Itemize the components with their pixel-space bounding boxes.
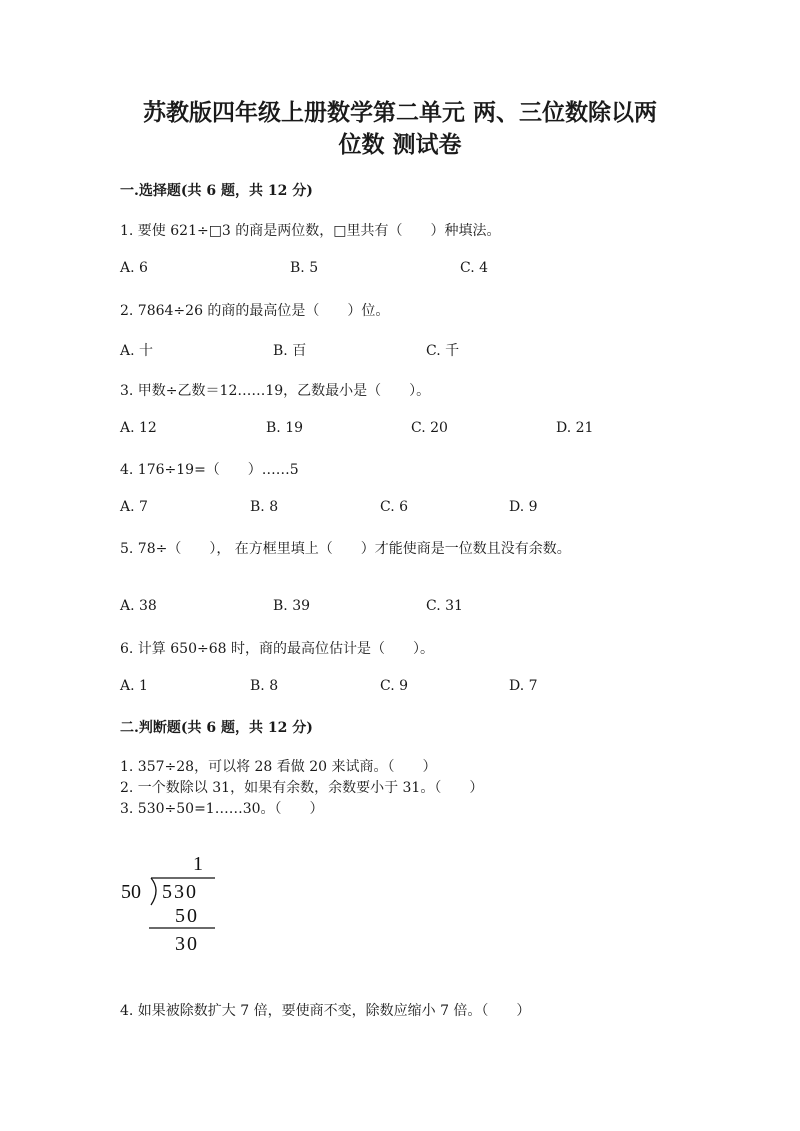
judge-question-1: 1. 357÷28，可以将 28 看做 20 来试商。（ ） — [120, 759, 437, 775]
option-q3-d: D. 21 — [556, 420, 594, 436]
option-q5-c: C. 31 — [426, 598, 463, 614]
page-title-line-2: 位数 测试卷 — [338, 131, 462, 158]
question-3: 3. 甲数÷乙数＝12……19，乙数最小是（ ）。 — [120, 383, 431, 399]
judge-question-3: 3. 530÷50=1……30。（ ） — [120, 801, 324, 817]
page-title-line-1: 苏教版四年级上册数学第二单元 两、三位数除以两 — [142, 99, 657, 126]
option-q1-c: C. 4 — [460, 260, 489, 276]
option-q2-c: C. 千 — [426, 343, 460, 359]
long-division-product: 50 — [175, 905, 199, 927]
option-q6-b: B. 8 — [250, 678, 279, 694]
option-q6-d: D. 7 — [509, 678, 538, 694]
option-q4-a: A. 7 — [120, 499, 148, 515]
option-q4-b: B. 8 — [250, 499, 279, 515]
option-q6-c: C. 9 — [380, 678, 409, 694]
option-q4-c: C. 6 — [380, 499, 409, 515]
option-q1-a: A. 6 — [120, 260, 148, 276]
long-division-figure — [115, 850, 225, 960]
question-2: 2. 7864÷26 的商的最高位是（ ）位。 — [120, 303, 390, 319]
option-q5-b: B. 39 — [273, 598, 311, 614]
section-heading-choice: 一.选择题(共 6 题，共 12 分) — [120, 183, 313, 199]
division-bracket — [151, 878, 156, 905]
question-4: 4. 176÷19=（ ）……5 — [120, 462, 299, 478]
long-division-quotient: 1 — [193, 853, 203, 875]
option-q1-b: B. 5 — [290, 260, 319, 276]
option-q3-b: B. 19 — [266, 420, 304, 436]
long-division-divisor: 50 — [121, 881, 141, 903]
option-q6-a: A. 1 — [120, 678, 148, 694]
long-division-remainder: 30 — [175, 933, 199, 955]
judge-question-2: 2. 一个数除以 31，如果有余数，余数要小于 31。（ ） — [120, 780, 484, 796]
option-q5-a: A. 38 — [120, 598, 157, 614]
option-q2-b: B. 百 — [273, 343, 307, 359]
question-5: 5. 78÷（ ）， 在方框里填上（ ）才能使商是一位数且没有余数。 — [120, 541, 571, 557]
option-q4-d: D. 9 — [509, 499, 538, 515]
option-q3-a: A. 12 — [120, 420, 157, 436]
option-q2-a: A. 十 — [120, 343, 154, 359]
question-1: 1. 要使 621÷□3 的商是两位数，□里共有（ ）种填法。 — [120, 223, 501, 239]
judge-question-4: 4. 如果被除数扩大 7 倍，要使商不变，除数应缩小 7 倍。（ ） — [120, 1003, 531, 1019]
option-q3-c: C. 20 — [411, 420, 448, 436]
long-division-dividend: 530 — [162, 881, 198, 903]
question-6: 6. 计算 650÷68 时，商的最高位估计是（ ）。 — [120, 641, 434, 657]
section-heading-judgement: 二.判断题(共 6 题，共 12 分) — [120, 720, 313, 736]
